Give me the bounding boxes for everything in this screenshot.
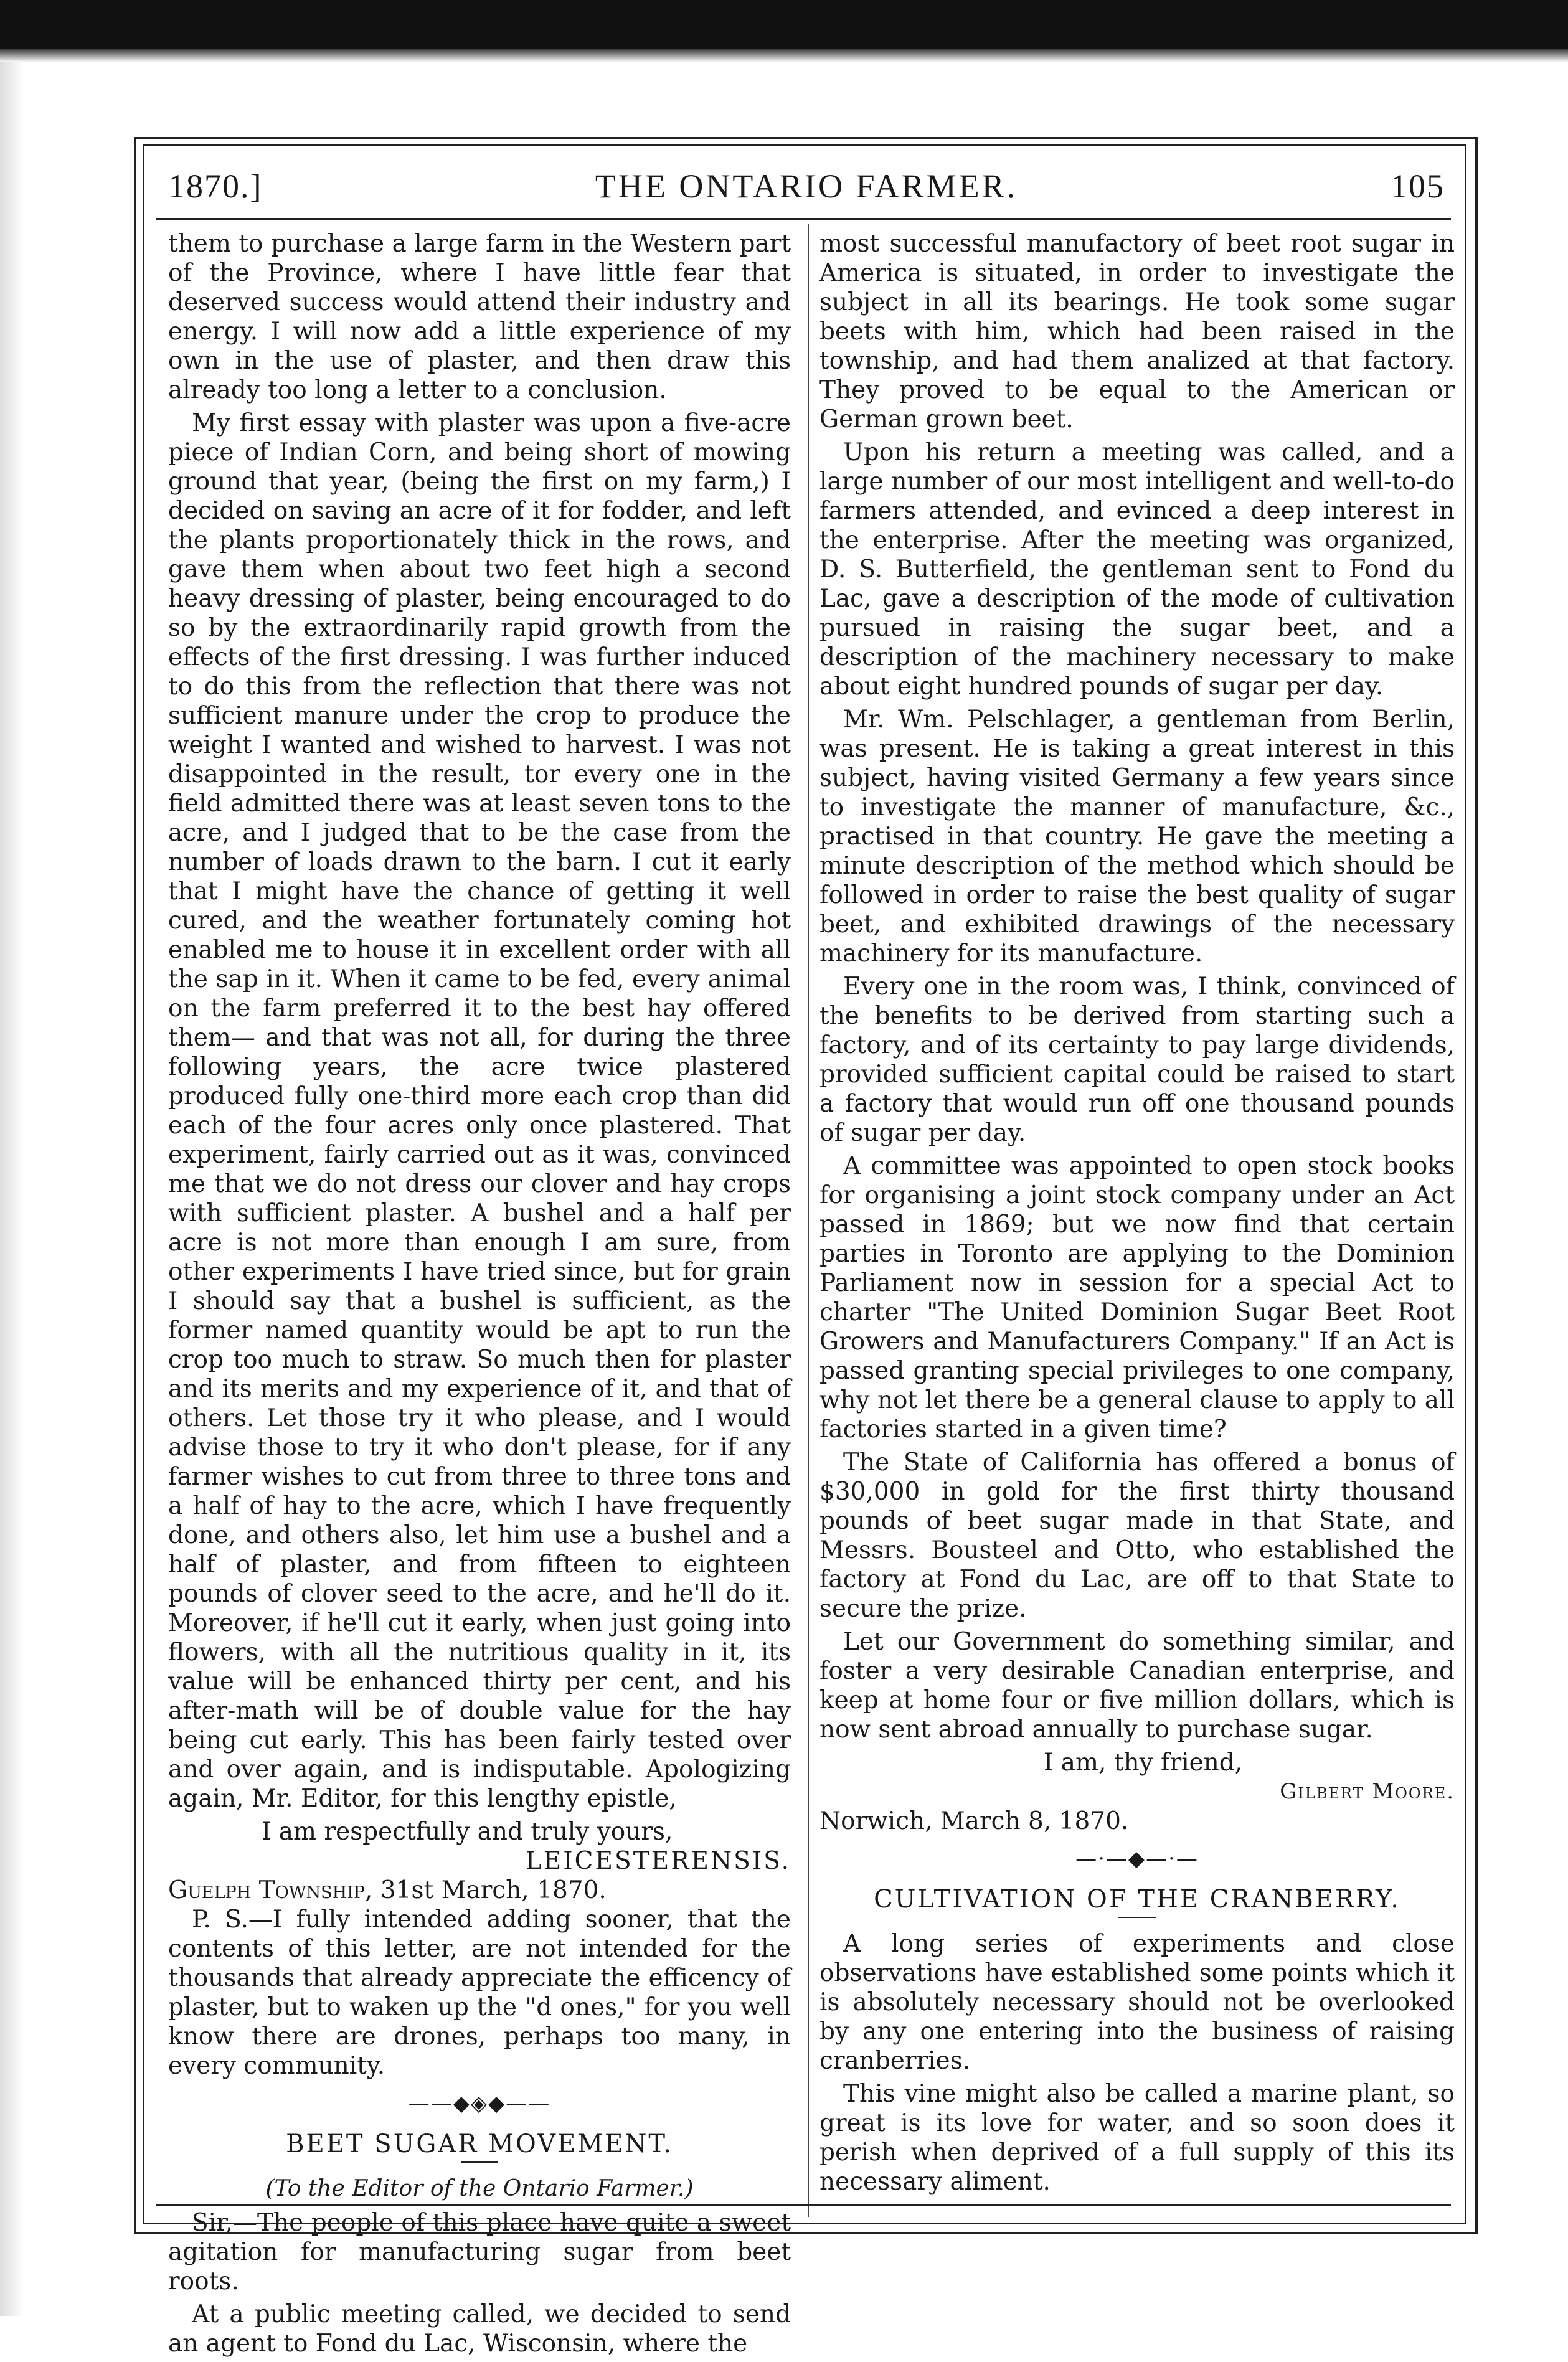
right-column: [819, 229, 1455, 2200]
beet-paragraph-8: The State of California has offered a bonus of $30,000 in gold for the first thirty thousand pounds of beet sugar made in that State, and Messrs. Bousteel and Otto, who established the factory at Fond du Lac, are off to that State to secure the prize.: [819, 1448, 1455, 1623]
heading-rule-2: [1118, 1917, 1156, 1918]
cranberry-paragraph-2: This vine might also be called a marine plant, so great is its love for water, and so soon does it perish when deprived of a full supply of this its necessary aliment.: [819, 2080, 1455, 2196]
beet-paragraph-1: Sir,—The people of this place have quite a sweet agitation for manufacturing sugar from beet roots.: [168, 2209, 791, 2295]
header-title: THE ONTARIO FARMER.: [595, 168, 1018, 205]
left-column: [168, 229, 791, 2362]
bottom-rule: [156, 2204, 1451, 2206]
scan-spine-shadow: [0, 62, 24, 2316]
column-divider: [808, 224, 809, 2217]
beet-paragraph-4: Upon his return a meeting was called, and a large number of our most intelligent and well-to-do farmers attended, and evinced a deep interest in the enterprise. After the meeting was organized, D. S. Butterfield, the gentleman sent to Fond du Lac, gave a description of the mode of cultivation pursued in raising the sugar beet, and a description of the machinery necessary to make about eight hundred pounds of sugar per day.: [819, 438, 1455, 701]
section-ornament-2: —·—◆—·—: [1075, 1846, 1199, 1871]
letter-signoff: I am respectfully and truly yours,: [262, 1818, 673, 1846]
scan-top-edge: [0, 0, 1568, 62]
header-page-number: 105: [1391, 168, 1445, 205]
dateline-place: Guelph Township,: [168, 1876, 373, 1904]
beet-paragraph-5: Mr. Wm. Pelschlager, a gentleman from Berlin, was present. He is taking a great interest in this subject, having visited Germany a few years since to investigate the manner of manufacture, &c., practised in that country. He gave the meeting a minute description of the method which should be followed in order to raise the best quality of sugar beet, and exhibited drawings of the necessary machinery for its manufacture.: [819, 706, 1455, 968]
letter-signature: LEICESTERENSIS.: [525, 1847, 791, 1875]
letter-dateline: [168, 1876, 791, 1905]
beet-signoff: I am, thy friend,: [1044, 1749, 1243, 1777]
beet-dateline: Norwich, March 8, 1870.: [819, 1807, 1129, 1835]
postscript: P. S.—I fully intended adding sooner, that the contents of this letter, are not intended for the thousands that already appreciate the efficency of plaster, but to waken up the "d ones," for you well know there are drones, perhaps too many, in every community.: [168, 1906, 791, 2080]
beet-paragraph-9: Let our Government do something similar, and foster a very desirable Canadian enterprise, and keep at home four or five million dollars, which is now sent abroad annually to purchase sugar.: [819, 1628, 1455, 1744]
letter-paragraph-2: My first essay with plaster was upon a five-acre piece of Indian Corn, and being short of mowing ground that year, (being the first on my farm,) I decided on saving an acre of it for fodder, and left the plants proportionately thick in the rows, and gave them when about two feet high a second heavy dressing of plaster, being encouraged to do so by the extraordinarily rapid growth from the effects of the first dressing. I was further induced to do this from the reflection that there was not sufficient manure under the crop to produce the weight I wanted and wished to harvest. I was not disappointed in the result, tor every one in the field admitted there was at least seven tons to the acre, and I judged that to be the case from the number of loads drawn to the barn. I cut it early that I might have the chance of getting it well cured, and the weather fortunately coming hot enabled me to house it in excellent order with all the sap in it. When it came to be fed, every animal on the farm preferred it to the best hay offered them— and that was not all, for during the three following years, the acre twice plastered produced fully one-third more each crop than did each of the four acres only once plastered. That experiment, fairly carried out as it was, convinced me that we do not dress our clover and hay crops with sufficient plaster. A bushel and a half per acre is not more than enough I am sure, from other experiments I have tried since, but for grain I should say that a bushel is sufficient, as the former named quantity would be apt to run the crop too much to straw. So much then for plaster and its merits and my experience of it, and that of others. Let those try it who please, and I would advise those to try it who don't please, for if any farmer wishes to cut from three to three tons and a half of hay to the acre, which I have frequently done, and others also, let him use a bushel and a half of plaster, and from fifteen to eighteen pounds of clover seed to the acre, and he'll do it. Moreover, if he'll cut it early, when just going into flowers, with all the nutritious quality in it, its value will be enhanced thirty per cent, and his after-math will be of double value for the hay being cut early. This has been fairly tested over and over again, and is indisputable. Apologizing again, Mr. Editor, for this lengthy epistle,: [168, 409, 791, 1813]
beet-paragraph-7: A committee was appointed to open stock books for organising a joint stock company under an Act passed in 1869; but we now find that certain parties in Toronto are applying to the Dominion Parliament now in session for a special Act to charter "The United Dominion Sugar Beet Root Growers and Manufacturers Company." If an Act is passed granting special privileges to one company, why not let there be a general clause to apply to all factories started in a given time?: [819, 1152, 1455, 1443]
beet-signature: Gilbert Moore.: [1280, 1779, 1455, 1804]
section-ornament: ——◆◈◆——: [408, 2091, 551, 2116]
heading-rule: [461, 2161, 498, 2163]
editor-note: (To the Editor of the Ontario Farmer.): [265, 2176, 694, 2201]
dateline-date: 31st March, 1870.: [372, 1876, 607, 1904]
cranberry-paragraph-1: A long series of experiments and close observations have established some points which it is absolutely necessary should not be overlooked by any one entering into the business of raising cranberries.: [819, 1930, 1455, 2075]
section-heading-beet-sugar: BEET SUGAR MOVEMENT.: [286, 2130, 673, 2158]
beet-paragraph-6: Every one in the room was, I think, convinced of the benefits to be derived from starting such a factory, and of its certainty to pay large dividends, provided sufficient capital could be raised to start a factory that would run off one thousand pounds of sugar per day.: [819, 973, 1455, 1147]
letter-paragraph-1: them to purchase a large farm in the Western part of the Province, where I have little fear that deserved success would attend their industry and energy. I will now add a little experience of my own in the use of plaster, and then draw this already too long a letter to a conclusion.: [168, 230, 791, 404]
header-year: 1870.]: [168, 168, 263, 205]
header-rule: [156, 218, 1451, 220]
beet-paragraph-2: At a public meeting called, we decided to send an agent to Fond du Lac, Wisconsin, where the: [168, 2300, 791, 2358]
beet-paragraph-3: most successful manufactory of beet root sugar in America is situated, in order to investigate the subject in all its bearings. He took some sugar beets with him, which had been raised in the township, and had them analized at that factory. They proved to be equal to the American or German grown beet.: [819, 230, 1455, 433]
section-heading-cranberry: CULTIVATION OF THE CRANBERRY.: [874, 1885, 1400, 1914]
running-header: [168, 163, 1445, 213]
